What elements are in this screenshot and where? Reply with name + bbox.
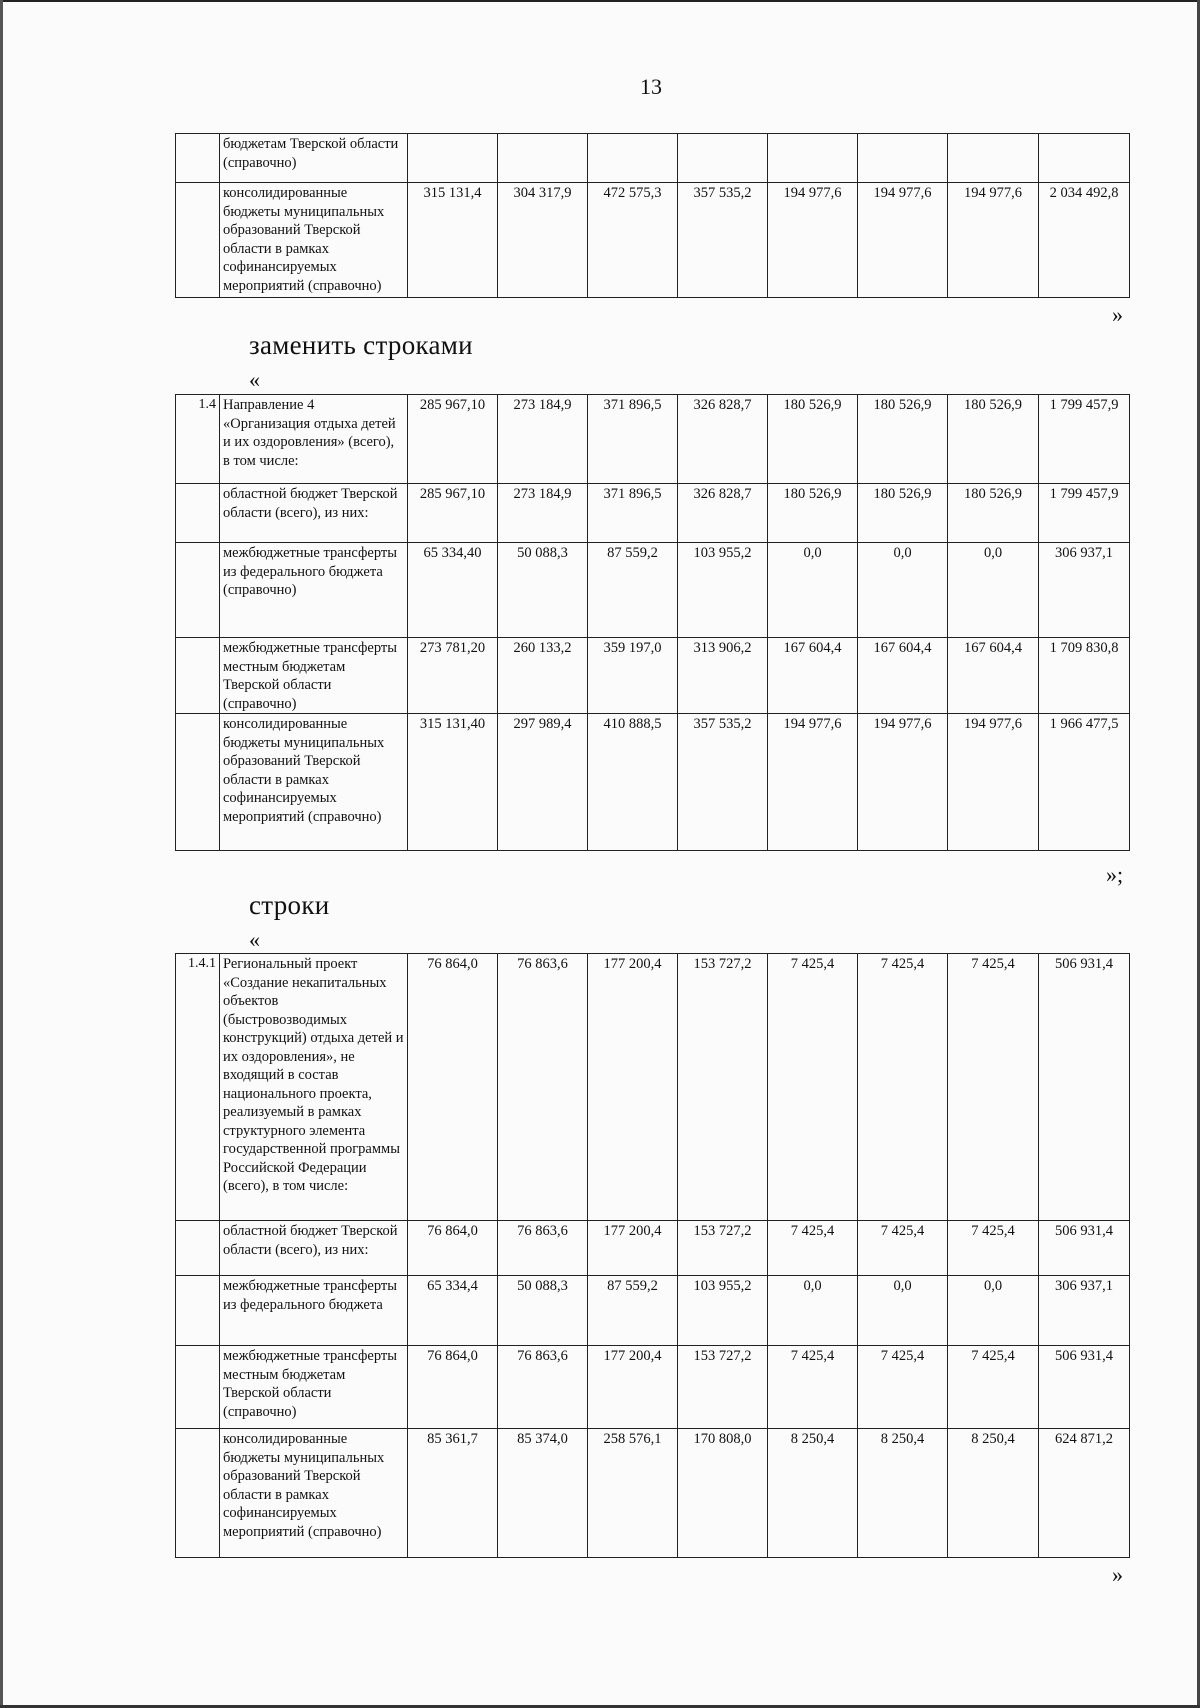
row-value-cell: 315 131,40 <box>408 714 498 851</box>
page-number: 13 <box>640 74 662 99</box>
row-value-cell: 304 317,9 <box>498 183 588 298</box>
row-value-cell: 76 863,6 <box>498 1346 588 1429</box>
heading-rows: строки <box>249 890 330 920</box>
row-total-cell <box>1039 134 1130 183</box>
row-total-cell: 306 937,1 <box>1039 543 1130 638</box>
table-row <box>176 1221 1130 1276</box>
row-label: Направление 4 «Организация отдыха детей и их оздоровления» (всего), в том числе: <box>220 395 408 484</box>
row-index <box>176 1276 220 1346</box>
row-index <box>176 134 220 183</box>
row-value-cell: 472 575,3 <box>588 183 678 298</box>
row-total-cell: 506 931,4 <box>1039 1346 1130 1429</box>
row-value-cell: 7 425,4 <box>858 954 948 1221</box>
row-value-cell: 0,0 <box>858 543 948 638</box>
row-value-cell: 357 535,2 <box>678 714 768 851</box>
row-value-cell: 180 526,9 <box>768 484 858 543</box>
row-index <box>176 1429 220 1558</box>
row-total-cell: 1 966 477,5 <box>1039 714 1130 851</box>
row-value-cell: 357 535,2 <box>678 183 768 298</box>
row-total-cell: 1 799 457,9 <box>1039 395 1130 484</box>
row-value-cell: 273 184,9 <box>498 484 588 543</box>
row-value-cell: 285 967,10 <box>408 395 498 484</box>
page-edge-top <box>0 0 1200 2</box>
close-quote-1: » <box>1112 302 1123 327</box>
row-value-cell: 258 576,1 <box>588 1429 678 1558</box>
row-value-cell: 297 989,4 <box>498 714 588 851</box>
row-value-cell: 65 334,40 <box>408 543 498 638</box>
open-quote-1: « <box>249 367 260 392</box>
row-value-cell: 0,0 <box>858 1276 948 1346</box>
table-row <box>176 1276 1130 1346</box>
table-row <box>176 638 1130 714</box>
row-value-cell: 167 604,4 <box>768 638 858 714</box>
table-row <box>176 1429 1130 1558</box>
row-index <box>176 714 220 851</box>
table-2 <box>175 394 1130 851</box>
row-label: консолидированные бюджеты муниципальных образований Тверской области в рамках софинансируемых мероприятий (справочно) <box>220 1429 408 1558</box>
heading-replace: заменить строками <box>249 330 473 360</box>
row-total-cell: 506 931,4 <box>1039 954 1130 1221</box>
row-label: областной бюджет Тверской области (всего), из них: <box>220 1221 408 1276</box>
row-value-cell <box>678 134 768 183</box>
row-value-cell: 371 896,5 <box>588 484 678 543</box>
row-value-cell: 194 977,6 <box>768 714 858 851</box>
row-value-cell: 194 977,6 <box>948 714 1039 851</box>
row-value-cell: 194 977,6 <box>858 183 948 298</box>
open-quote-2: « <box>249 927 260 952</box>
row-index <box>176 638 220 714</box>
row-total-cell: 1 709 830,8 <box>1039 638 1130 714</box>
close-quote-3: » <box>1112 1562 1123 1587</box>
row-value-cell <box>858 134 948 183</box>
row-label: бюджетам Тверской области (справочно) <box>220 134 408 183</box>
page-edge-left <box>0 0 3 1708</box>
row-value-cell: 8 250,4 <box>948 1429 1039 1558</box>
row-index: 1.4 <box>176 395 220 484</box>
row-label: межбюджетные трансферты из федерального бюджета (справочно) <box>220 543 408 638</box>
table-row <box>176 1346 1130 1429</box>
row-value-cell: 7 425,4 <box>768 954 858 1221</box>
row-value-cell: 85 361,7 <box>408 1429 498 1558</box>
row-value-cell: 273 184,9 <box>498 395 588 484</box>
row-value-cell: 167 604,4 <box>858 638 948 714</box>
row-value-cell: 7 425,4 <box>768 1346 858 1429</box>
row-label: областной бюджет Тверской области (всего), из них: <box>220 484 408 543</box>
table-row <box>176 183 1130 298</box>
row-value-cell <box>498 134 588 183</box>
row-value-cell: 103 955,2 <box>678 1276 768 1346</box>
row-label: консолидированные бюджеты муниципальных образований Тверской области в рамках софинансируемых мероприятий (справочно) <box>220 183 408 298</box>
row-value-cell <box>948 134 1039 183</box>
row-value-cell: 177 200,4 <box>588 1346 678 1429</box>
row-value-cell <box>408 134 498 183</box>
row-value-cell: 0,0 <box>948 1276 1039 1346</box>
row-value-cell: 180 526,9 <box>858 484 948 543</box>
row-value-cell: 260 133,2 <box>498 638 588 714</box>
row-value-cell: 7 425,4 <box>948 1346 1039 1429</box>
table-row <box>176 543 1130 638</box>
row-index: 1.4.1 <box>176 954 220 1221</box>
row-index <box>176 484 220 543</box>
table-row <box>176 484 1130 543</box>
row-value-cell: 177 200,4 <box>588 1221 678 1276</box>
table-row <box>176 714 1130 851</box>
row-value-cell: 180 526,9 <box>858 395 948 484</box>
row-value-cell: 8 250,4 <box>768 1429 858 1558</box>
row-value-cell: 76 864,0 <box>408 954 498 1221</box>
row-value-cell: 0,0 <box>948 543 1039 638</box>
row-label: Региональный проект «Создание некапитальных объектов (быстровозводимых конструкций) отдыха детей и их оздоровления», не входящий в состав национального проекта, реализуемый в рамках структурного элемента государственной программы Российской Федерации (всего), в том числе: <box>220 954 408 1221</box>
row-total-cell: 624 871,2 <box>1039 1429 1130 1558</box>
table-row <box>176 134 1130 183</box>
row-value-cell: 153 727,2 <box>678 1346 768 1429</box>
row-value-cell: 0,0 <box>768 543 858 638</box>
row-value-cell: 180 526,9 <box>948 395 1039 484</box>
row-value-cell: 371 896,5 <box>588 395 678 484</box>
row-value-cell: 7 425,4 <box>858 1221 948 1276</box>
row-label: межбюджетные трансферты местным бюджетам Тверской области (справочно) <box>220 638 408 714</box>
table-1 <box>175 133 1130 298</box>
row-value-cell: 180 526,9 <box>948 484 1039 543</box>
close-quote-2: »; <box>1106 862 1124 887</box>
row-value-cell: 177 200,4 <box>588 954 678 1221</box>
table-row <box>176 395 1130 484</box>
row-label: межбюджетные трансферты местным бюджетам Тверской области (справочно) <box>220 1346 408 1429</box>
row-value-cell: 273 781,20 <box>408 638 498 714</box>
row-value-cell: 170 808,0 <box>678 1429 768 1558</box>
row-value-cell: 167 604,4 <box>948 638 1039 714</box>
row-label: консолидированные бюджеты муниципальных образований Тверской области в рамках софинансируемых мероприятий (справочно) <box>220 714 408 851</box>
row-total-cell: 506 931,4 <box>1039 1221 1130 1276</box>
row-value-cell: 194 977,6 <box>948 183 1039 298</box>
row-total-cell: 306 937,1 <box>1039 1276 1130 1346</box>
row-value-cell: 7 425,4 <box>768 1221 858 1276</box>
row-value-cell: 7 425,4 <box>858 1346 948 1429</box>
row-value-cell: 65 334,4 <box>408 1276 498 1346</box>
row-value-cell: 76 864,0 <box>408 1221 498 1276</box>
row-value-cell: 194 977,6 <box>768 183 858 298</box>
row-value-cell: 103 955,2 <box>678 543 768 638</box>
row-index <box>176 1346 220 1429</box>
table-3 <box>175 953 1130 1558</box>
row-value-cell: 285 967,10 <box>408 484 498 543</box>
row-value-cell: 180 526,9 <box>768 395 858 484</box>
row-value-cell: 85 374,0 <box>498 1429 588 1558</box>
row-value-cell: 87 559,2 <box>588 1276 678 1346</box>
row-index <box>176 543 220 638</box>
row-value-cell: 313 906,2 <box>678 638 768 714</box>
row-total-cell: 2 034 492,8 <box>1039 183 1130 298</box>
row-value-cell: 0,0 <box>768 1276 858 1346</box>
row-index <box>176 183 220 298</box>
row-value-cell: 8 250,4 <box>858 1429 948 1558</box>
row-value-cell: 87 559,2 <box>588 543 678 638</box>
row-value-cell: 153 727,2 <box>678 954 768 1221</box>
row-value-cell: 315 131,4 <box>408 183 498 298</box>
row-value-cell: 326 828,7 <box>678 395 768 484</box>
row-value-cell: 50 088,3 <box>498 1276 588 1346</box>
row-label: межбюджетные трансферты из федерального бюджета <box>220 1276 408 1346</box>
row-value-cell: 326 828,7 <box>678 484 768 543</box>
row-value-cell: 50 088,3 <box>498 543 588 638</box>
row-value-cell: 7 425,4 <box>948 954 1039 1221</box>
row-value-cell: 410 888,5 <box>588 714 678 851</box>
row-value-cell: 153 727,2 <box>678 1221 768 1276</box>
row-value-cell: 76 863,6 <box>498 954 588 1221</box>
row-value-cell: 7 425,4 <box>948 1221 1039 1276</box>
row-value-cell: 76 864,0 <box>408 1346 498 1429</box>
row-total-cell: 1 799 457,9 <box>1039 484 1130 543</box>
table-row <box>176 954 1130 1221</box>
row-value-cell <box>588 134 678 183</box>
row-value-cell <box>768 134 858 183</box>
row-value-cell: 76 863,6 <box>498 1221 588 1276</box>
row-value-cell: 359 197,0 <box>588 638 678 714</box>
row-value-cell: 194 977,6 <box>858 714 948 851</box>
row-index <box>176 1221 220 1276</box>
